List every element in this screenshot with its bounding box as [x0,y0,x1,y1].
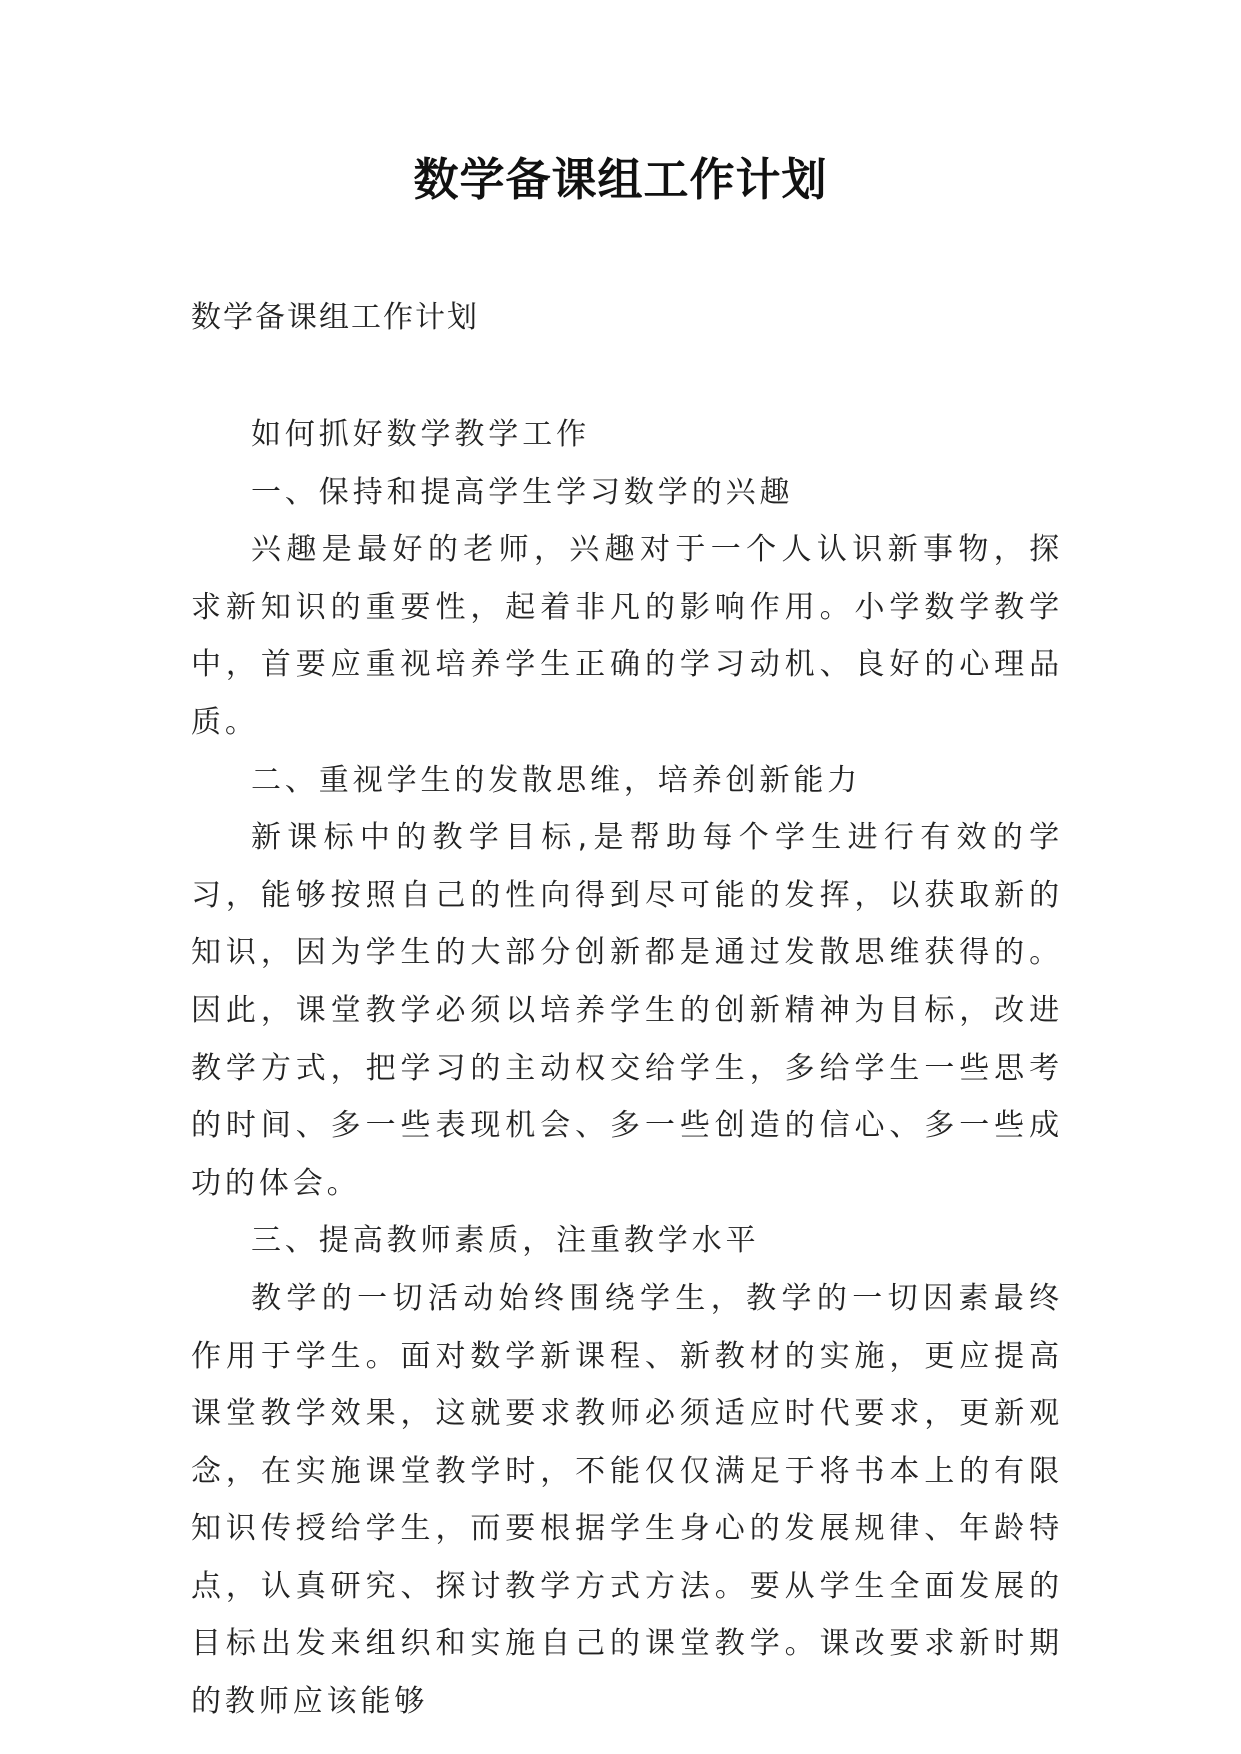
section-heading-1: 一、保持和提高学生学习数学的兴趣 [251,474,794,510]
paragraph: 教学的一切活动始终围绕学生，教学的一切因素最终作用于学生。面对数学新课程、新教材的实施，更应提高课堂教学效果，这就要求教师必须适应时代要求，更新观念，在实施课堂教学时，不能仅仅满足于将书本上的有限知识传授给学生，而要根据学生身心的发展规律、年龄特点，认真研究、探讨教学方式方法。要从学生全面发展的目标出发来组织和实施自己的课堂教学。课改要求新时期的教师应该能够 [191,1280,1063,1720]
document-title: 数学备课组工作计划 [413,153,828,206]
paragraph: 新课标中的教学目标,是帮助每个学生进行有效的学习，能够按照自己的性向得到尽可能的发挥，以获取新的知识，因为学生的大部分创新都是通过发散思维获得的。因此，课堂教学必须以培养学生的创新精神为目标，改进教学方式，把学习的主动权交给学生，多给学生一些思考的时间、多一些表现机会、多一些创造的信心、多一些成功的体会。 [191,820,1063,1201]
section-heading-2: 二、重视学生的发散思维，培养创新能力 [251,762,862,798]
document-subtitle: 数学备课组工作计划 [191,300,479,335]
paragraph-heading: 如何抓好数学教学工作 [251,417,590,452]
document-body [191,406,1063,1731]
paragraph: 兴趣是最好的老师，兴趣对于一个人认识新事物，探求新知识的重要性，起着非凡的影响作用。小学数学教学中，首要应重视培养学生正确的学习动机、良好的心理品质。 [191,532,1063,740]
section-heading-3: 三、提高教师素质，注重教学水平 [251,1223,760,1259]
